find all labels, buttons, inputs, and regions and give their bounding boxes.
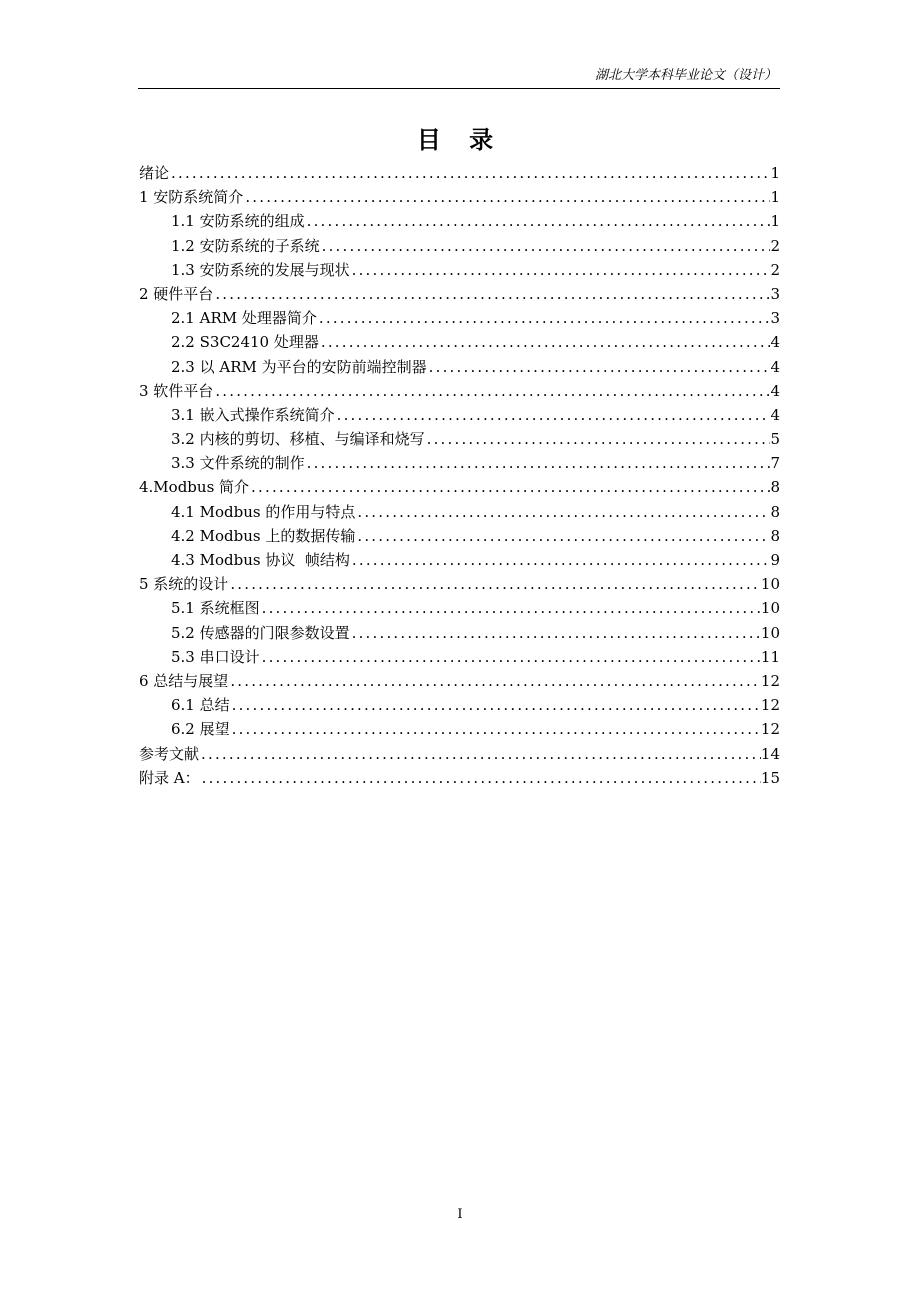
toc-entry-chapter-3[interactable]: [139, 379, 780, 403]
toc-entry-title: 1.2 安防系统的子系统: [171, 236, 320, 255]
toc-page-number: 10: [760, 575, 780, 594]
toc-dot-leader: [230, 717, 761, 741]
toc-entry-chapter-6[interactable]: [139, 669, 780, 693]
toc-entry-section-4-1[interactable]: [139, 500, 780, 524]
toc-entry-section-6-2[interactable]: [139, 717, 780, 741]
toc-page-number: 12: [760, 720, 780, 739]
toc-dot-leader: [350, 258, 771, 282]
toc-entry-section-3-3[interactable]: [139, 451, 780, 475]
page-title: 目 录: [416, 126, 504, 154]
toc-dot-leader: [335, 403, 771, 427]
toc-entry-section-1-1[interactable]: [139, 209, 780, 233]
toc-entry-chapter-1[interactable]: [139, 185, 780, 209]
table-of-contents: [139, 161, 780, 790]
toc-entry-title: 2.3 以 ARM 为平台的安防前端控制器: [171, 357, 427, 376]
toc-entry-section-2-2[interactable]: [139, 330, 780, 354]
toc-dot-leader: [213, 282, 770, 306]
toc-entry-section-4-3[interactable]: [139, 548, 780, 572]
toc-entry-section-1-2[interactable]: [139, 234, 780, 258]
toc-page-number: 2: [770, 260, 780, 279]
toc-dot-leader: [305, 451, 771, 475]
toc-page-number: 1: [770, 188, 780, 207]
toc-entry-title: 4.Modbus 简介: [139, 478, 250, 497]
toc-page-number: 8: [770, 526, 780, 545]
toc-dot-leader: [200, 766, 761, 790]
header-divider: [138, 88, 780, 89]
toc-entry-section-5-2[interactable]: [139, 621, 780, 645]
toc-entry-title: 3.2 内核的剪切、移植、与编译和烧写: [171, 430, 425, 449]
toc-dot-leader: [317, 306, 771, 330]
toc-page-number: 8: [770, 478, 780, 497]
toc-entry-title: 附录 A：: [139, 768, 200, 787]
toc-entry-title: 6 总结与展望: [139, 671, 229, 690]
toc-page-number: 2: [770, 236, 780, 255]
toc-dot-leader: [425, 427, 771, 451]
toc-entry-section-4-2[interactable]: [139, 524, 780, 548]
toc-dot-leader: [243, 185, 770, 209]
running-header: 湖北大学本科毕业论文（设计）: [594, 68, 777, 83]
toc-dot-leader: [213, 379, 770, 403]
toc-entry-chapter-2[interactable]: [139, 282, 780, 306]
toc-page-number: 1: [770, 164, 780, 182]
toc-page-number: 14: [760, 744, 780, 763]
toc-page-number: 11: [760, 647, 780, 666]
toc-dot-leader: [350, 621, 761, 645]
toc-dot-leader: [228, 572, 761, 596]
toc-entry-title: 1.3 安防系统的发展与现状: [171, 260, 350, 279]
toc-page-number: 4: [770, 333, 780, 352]
toc-entry-appendix-a[interactable]: [139, 766, 780, 790]
toc-entry-title: 3.3 文件系统的制作: [171, 454, 305, 473]
toc-entry-title: 参考文献: [139, 744, 200, 763]
toc-entry-title: 绪论: [139, 164, 170, 182]
toc-entry-title: 2.2 S3C2410 处理器: [171, 333, 319, 352]
toc-dot-leader: [230, 693, 761, 717]
toc-page-number: 5: [770, 430, 780, 449]
toc-entry-title: 1 安防系统简介: [139, 188, 244, 207]
toc-page-number: 7: [770, 454, 780, 473]
toc-entry-references[interactable]: [139, 742, 780, 766]
toc-entry-section-2-1[interactable]: [139, 306, 780, 330]
toc-entry-title: 5.1 系统框图: [171, 599, 260, 618]
toc-dot-leader: [305, 209, 771, 233]
toc-entry-section-3-1[interactable]: [139, 403, 780, 427]
toc-entry-title: 2 硬件平台: [139, 284, 214, 303]
toc-entry-title: 4.1 Modbus 的作用与特点: [171, 502, 356, 521]
toc-page-number: 4: [770, 405, 780, 424]
toc-page-number: 12: [760, 696, 780, 715]
toc-page-number: 10: [760, 623, 780, 642]
toc-dot-leader: [249, 475, 770, 499]
toc-entry-section-2-3[interactable]: [139, 355, 780, 379]
toc-entry-section-5-3[interactable]: [139, 645, 780, 669]
toc-page-number: 1: [770, 212, 780, 231]
toc-entry-intro[interactable]: [139, 161, 780, 185]
toc-entry-title: 4.2 Modbus 上的数据传输: [171, 526, 356, 545]
toc-page-number: 8: [770, 502, 780, 521]
toc-entry-chapter-5[interactable]: [139, 572, 780, 596]
toc-page-number: 3: [770, 309, 780, 328]
toc-entry-title: 4.3 Modbus 协议 帧结构: [171, 551, 350, 569]
toc-entry-section-5-1[interactable]: [139, 596, 780, 620]
toc-dot-leader: [355, 500, 770, 524]
toc-entry-chapter-4[interactable]: [139, 475, 780, 499]
toc-entry-title: 5 系统的设计: [139, 575, 229, 594]
toc-page-number: 15: [760, 768, 780, 787]
toc-page-number: 9: [770, 551, 780, 569]
toc-dot-leader: [355, 524, 770, 548]
toc-page-number: 4: [770, 357, 780, 376]
toc-entry-title: 3.1 嵌入式操作系统简介: [171, 405, 335, 424]
toc-dot-leader: [169, 161, 770, 185]
toc-dot-leader: [320, 234, 771, 258]
toc-entry-section-1-3[interactable]: [139, 258, 780, 282]
toc-dot-leader: [350, 548, 771, 572]
toc-page-number: 4: [770, 381, 780, 400]
toc-page-number: 3: [770, 284, 780, 303]
toc-dot-leader: [319, 330, 771, 354]
toc-entry-title: 3 软件平台: [139, 381, 214, 400]
toc-entry-section-6-1[interactable]: [139, 693, 780, 717]
toc-dot-leader: [260, 596, 761, 620]
toc-entry-title: 6.2 展望: [171, 720, 230, 739]
toc-entry-title: 5.2 传感器的门限参数设置: [171, 623, 350, 642]
toc-entry-title: 6.1 总结: [171, 696, 230, 715]
toc-entry-title: 2.1 ARM 处理器简介: [171, 309, 317, 328]
toc-dot-leader: [260, 645, 761, 669]
footer-page-number: I: [457, 1207, 463, 1222]
toc-page-number: 10: [760, 599, 780, 618]
toc-entry-title: 1.1 安防系统的组成: [171, 212, 305, 231]
toc-page-number: 12: [760, 671, 780, 690]
toc-entry-title: 5.3 串口设计: [171, 647, 260, 666]
toc-dot-leader: [199, 742, 761, 766]
toc-dot-leader: [427, 355, 771, 379]
toc-dot-leader: [228, 669, 761, 693]
toc-entry-section-3-2[interactable]: [139, 427, 780, 451]
